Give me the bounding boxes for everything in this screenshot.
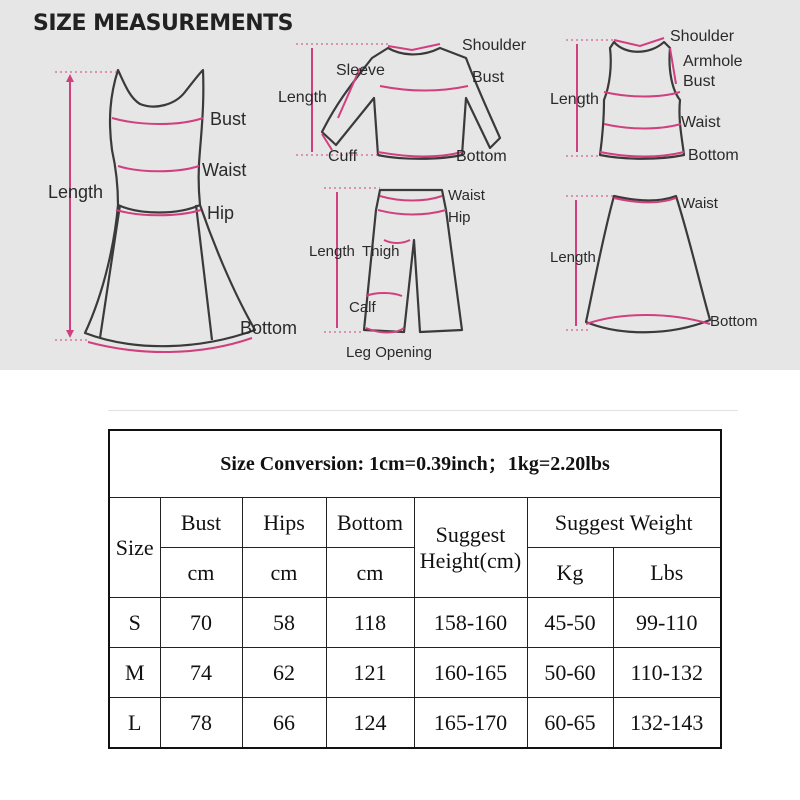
cell-height: 160-165 [414, 648, 527, 698]
cell-size: M [109, 648, 160, 698]
spreadsheet-gridline [108, 410, 738, 411]
skirt-illustration [550, 195, 758, 332]
size-chart-table [108, 429, 722, 749]
skirt-bottom-label: Bottom [710, 313, 758, 330]
cell-kg: 60-65 [527, 698, 613, 748]
skirt-waist-label: Waist [681, 195, 718, 212]
unit-kg: Kg [527, 548, 613, 598]
unit-bottom: cm [326, 548, 414, 598]
dress-waist-label: Waist [202, 160, 247, 180]
tank-armhole-label: Armhole [683, 53, 743, 70]
header-bust: Bust [160, 498, 242, 548]
tank-bust-label: Bust [683, 73, 716, 90]
tank-illustration [550, 28, 743, 164]
header-height-line1: Suggest [435, 522, 506, 548]
pants-thigh-label: Thigh [362, 243, 400, 260]
skirt-length-label: Length [550, 249, 596, 266]
cell-hips: 62 [242, 648, 326, 698]
pants-illustration [309, 187, 486, 361]
top-length-label: Length [278, 89, 327, 106]
dress-bottom-label: Bottom [240, 318, 298, 338]
top-illustration [278, 37, 527, 165]
cell-lbs: 99-110 [613, 598, 721, 648]
header-size: Size [109, 498, 160, 598]
table-row [109, 648, 721, 698]
dress-hip-label: Hip [207, 203, 235, 223]
cell-bust: 74 [160, 648, 242, 698]
cell-size: L [109, 698, 160, 748]
unit-bust: cm [160, 548, 242, 598]
cell-hips: 58 [242, 598, 326, 648]
cell-height: 158-160 [414, 598, 527, 648]
tank-bottom-label: Bottom [688, 147, 739, 164]
cell-size: S [109, 598, 160, 648]
unit-lbs: Lbs [613, 548, 721, 598]
cell-bottom: 124 [326, 698, 414, 748]
cell-bottom: 118 [326, 598, 414, 648]
pants-waist-label: Waist [448, 187, 485, 204]
cell-bust: 70 [160, 598, 242, 648]
diagram-title: SIZE MEASUREMENTS [33, 11, 293, 36]
header-hips: Hips [242, 498, 326, 548]
conversion-note: Size Conversion: 1cm=0.39inch；1kg=2.20lbs [109, 430, 721, 498]
cell-kg: 45-50 [527, 598, 613, 648]
dress-bust-label: Bust [210, 109, 247, 129]
top-bottom-label: Bottom [456, 148, 507, 165]
size-measurements-diagram [0, 0, 800, 370]
pants-length-label: Length [309, 243, 355, 260]
top-bust-label: Bust [472, 69, 505, 86]
cell-lbs: 110-132 [613, 648, 721, 698]
cell-lbs: 132-143 [613, 698, 721, 748]
pants-hip-label: Hip [448, 209, 471, 226]
table-row [109, 598, 721, 648]
table-row [109, 698, 721, 748]
unit-hips: cm [242, 548, 326, 598]
cell-kg: 50-60 [527, 648, 613, 698]
pants-calf-label: Calf [349, 299, 376, 316]
top-sleeve-label: Sleeve [336, 62, 385, 79]
tank-length-label: Length [550, 91, 599, 108]
pants-leg-opening-label: Leg Opening [346, 344, 432, 361]
top-cuff-label: Cuff [328, 148, 358, 165]
header-height-line2: Height(cm) [419, 547, 522, 573]
cell-bottom: 121 [326, 648, 414, 698]
cell-hips: 66 [242, 698, 326, 748]
top-shoulder-label: Shoulder [462, 37, 527, 54]
dress-illustration [48, 70, 297, 352]
header-bottom: Bottom [326, 498, 414, 548]
measurement-illustrations [0, 0, 800, 370]
cell-height: 165-170 [414, 698, 527, 748]
tank-waist-label: Waist [681, 114, 721, 131]
header-suggest-height [414, 498, 527, 598]
tank-shoulder-label: Shoulder [670, 28, 735, 45]
header-suggest-weight: Suggest Weight [527, 498, 721, 548]
cell-bust: 78 [160, 698, 242, 748]
dress-length-label: Length [48, 182, 104, 202]
